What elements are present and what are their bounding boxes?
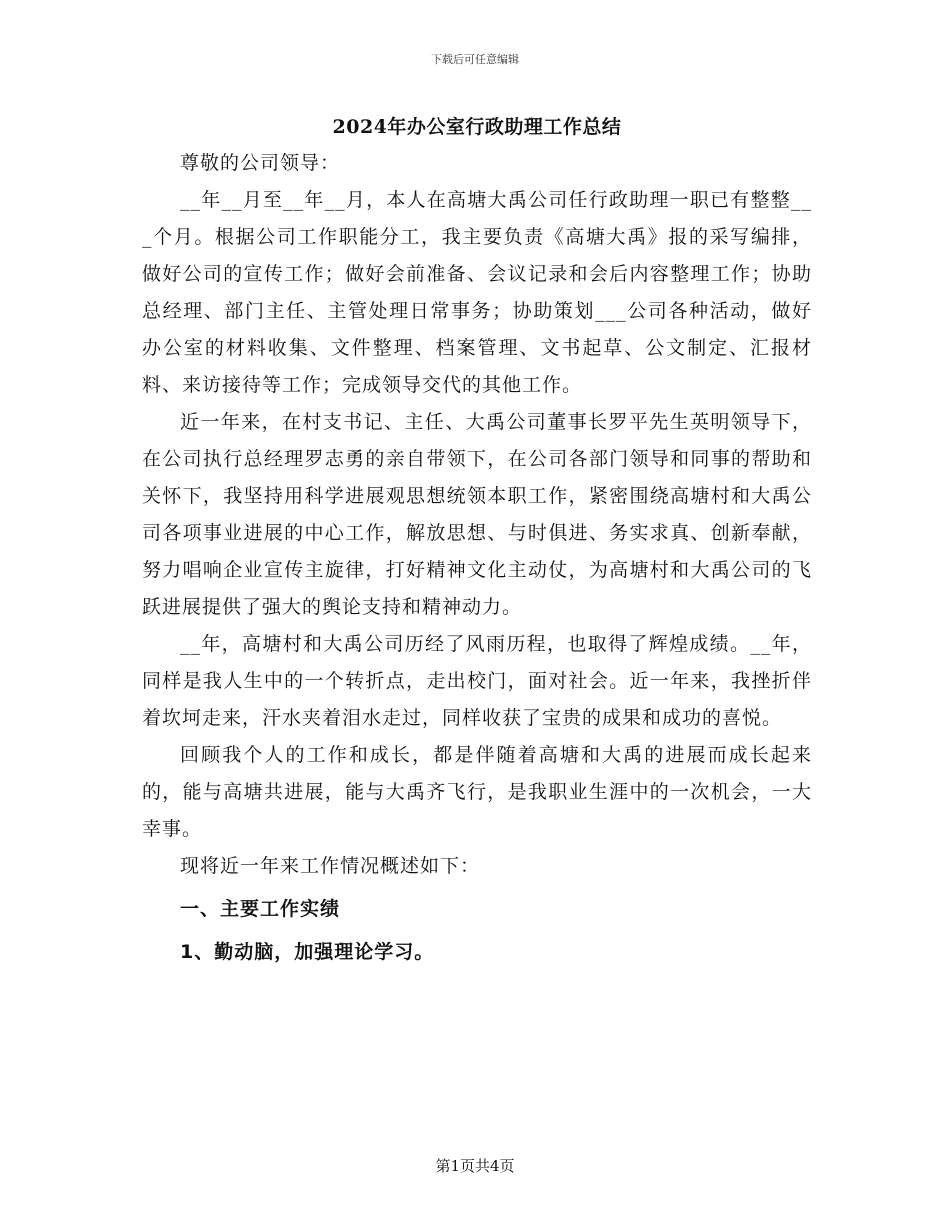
page-number: 第1页共4页 bbox=[435, 1157, 515, 1175]
paragraph-2: 近一年来，在村支书记、主任、大禹公司董事长罗平先生英明领导下，在公司执行总经理罗志勇的亲自带领下，在公司各部门领导和同事的帮助和关怀下，我坚持用科学进展观思想统领本职工作，紧密围绕高塘村和大禹公司各项事业进展的中心工作，解放思想、与时俱进、务实求真、创新奉献，努力唱响企业宣传主旋律，打好精神文化主动仗，为高塘村和大禹公司的飞跃进展提供了强大的舆论支持和精神动力。 bbox=[142, 411, 812, 618]
paragraph-4: 回顾我个人的工作和成长，都是伴随着高塘和大禹的进展而成长起来的，能与高塘共进展，能与大禹齐飞行，是我职业生涯中的一次机会，一大幸事。 bbox=[142, 744, 812, 840]
paragraph-5: 现将近一年来工作情况概述如下： bbox=[180, 855, 481, 877]
section-heading-main-achievements: 一、主要工作实绩 bbox=[180, 898, 341, 920]
subsection-heading-theory-study: 1、勤动脑，加强理论学习。 bbox=[180, 941, 435, 963]
paragraph-1: __年__月至__年__月，本人在高塘大禹公司任行政助理一职已有整整___个月。根据公司工作职能分工，我主要负责《高塘大禹》报的采写编排，做好公司的宣传工作；做好会前准备、会议记录和会后内容整理工作；协助总经理、部门主任、主管处理日常事务；协助策划___公司各种活动，做好办公室的材料收集、文件整理、档案管理、文书起草、公文制定、汇报材料、来访接待等工作；完成领导交代的其他工作。 bbox=[142, 189, 812, 396]
paragraph-3: __年，高塘村和大禹公司历经了风雨历程，也取得了辉煌成绩。__年，同样是我人生中的一个转折点，走出校门，面对社会。近一年来，我挫折伴着坎坷走来，汗水夹着泪水走过，同样收获了宝贵的成果和成功的喜悦。 bbox=[142, 633, 812, 729]
header-note: 下载后可任意编辑 bbox=[431, 53, 519, 66]
document-title: 2024年办公室行政助理工作总结 bbox=[332, 116, 622, 138]
salutation: 尊敬的公司领导： bbox=[180, 152, 341, 174]
document-body bbox=[142, 112, 812, 971]
